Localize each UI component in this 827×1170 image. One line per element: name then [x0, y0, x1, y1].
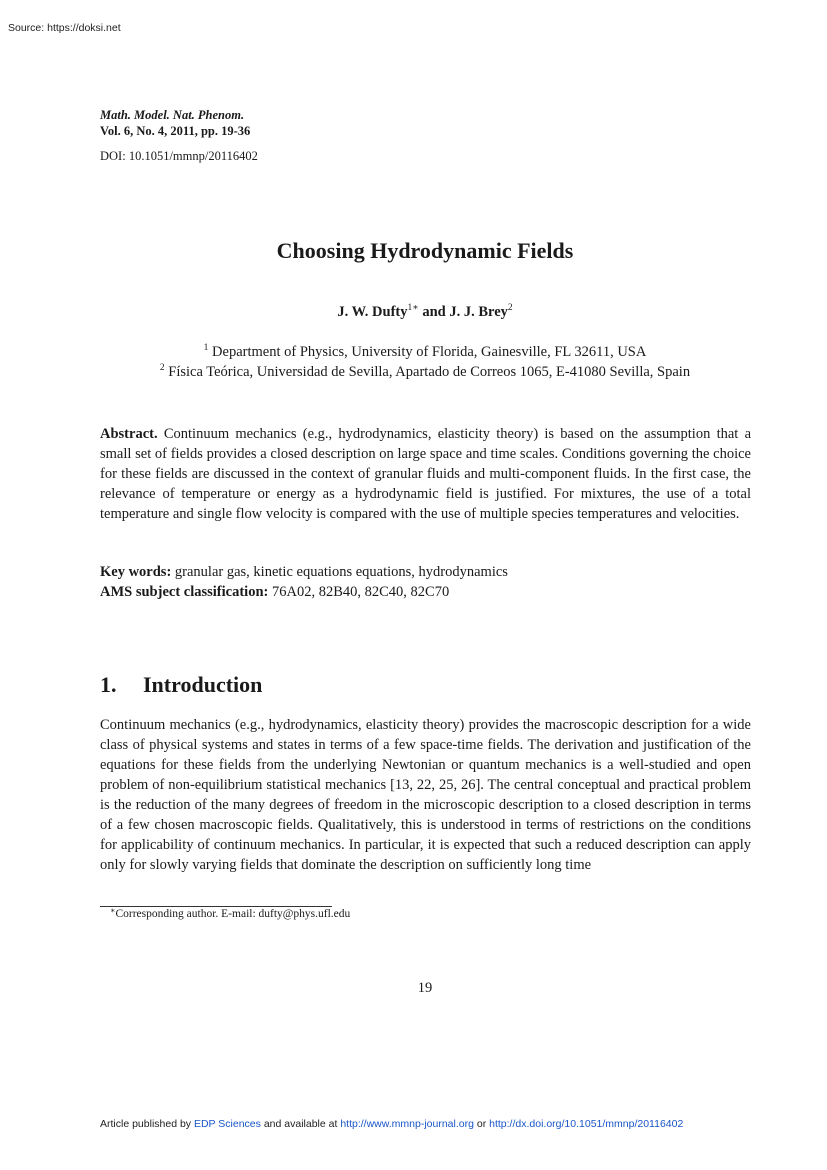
affiliation-1-marker: 1: [203, 343, 209, 353]
introduction-paragraph: Continuum mechanics (e.g., hydrodynamics, elasticity theory) provides the macroscopic description for a wide class of physical systems and states in terms of a few space-time fields. The derivation and justification of the equations for these fields from the underlying Newtonian or quantum mechanics is a well-studied and open problem of non-equilibrium statistical mechanics [13, 22, 25, 26]. The central conceptual and practical problem is the reduction of the many degrees of freedom in the microscopic description to a closed description in terms of a few chosen macroscopic fields. Qualitatively, this is understood in terms of restrictions on the conditions for applicability of continuum mechanics. In particular, it is expected that such a reduced description can apply only for slowly varying fields that dominate the description on sufficiently long time: [100, 717, 751, 873]
authors: [0, 304, 827, 321]
page-number: 19: [417, 980, 433, 996]
footnote-text: Corresponding author. E-mail: dufty@phys.ufl.edu: [115, 908, 351, 920]
journal-link[interactable]: http://www.mmnp-journal.org: [340, 1118, 474, 1130]
published-prefix: Article published by: [100, 1118, 194, 1130]
keywords: [100, 564, 508, 581]
footnote-marker: ∗: [110, 906, 116, 915]
affiliation-2-marker: 2: [159, 363, 165, 373]
section-number: 1.: [100, 672, 117, 697]
author-separator: and: [418, 304, 450, 320]
author-1: J. W. Dufty: [337, 304, 408, 320]
keywords-label: Key words:: [100, 564, 172, 580]
affiliation-2: [0, 364, 827, 381]
paper-title: Choosing Hydrodynamic Fields: [276, 238, 574, 263]
publisher-link[interactable]: EDP Sciences: [193, 1118, 261, 1130]
author-1-marker: 1∗: [407, 303, 419, 313]
published-or: or: [473, 1118, 490, 1130]
section-title: Introduction: [143, 672, 263, 697]
ams-classification: [100, 584, 449, 601]
keywords-text: granular gas, kinetic equations equations, hydrodynamics: [174, 564, 508, 580]
footnote-rule: [100, 906, 332, 907]
doi-link[interactable]: http://dx.doi.org/10.1051/mmnp/20116402: [489, 1118, 684, 1130]
author-2: J. J. Brey: [449, 304, 508, 320]
affiliation-2-text: Física Teórica, Universidad de Sevilla, Apartado de Correos 1065, E-41080 Sevilla, Spain: [168, 364, 691, 380]
journal-volume: Vol. 6, No. 4, 2011, pp. 19-36: [100, 124, 251, 138]
abstract-text: Continuum mechanics (e.g., hydrodynamics, elasticity theory) is based on the assumption that a small set of fields provides a closed description on large space and time scales. Conditions governing the choice for these fields are discussed in the context of granular fluids and multi-component fluids. In the first case, the relevance of temperature or energy as a hydrodynamic field is justified. For mixtures, the use of a total temperature and single flow velocity is compared with the use of multiple species temperatures and velocities.: [100, 426, 752, 522]
published-note: [100, 1118, 683, 1130]
author-2-marker: 2: [507, 303, 513, 313]
abstract: [100, 424, 751, 524]
source-label: Source: https://doksi.net: [8, 22, 121, 34]
ams-text: 76A02, 82B40, 82C40, 82C70: [271, 584, 450, 600]
abstract-label: Abstract.: [100, 426, 158, 442]
section-heading: [100, 672, 262, 698]
affiliation-1-text: Department of Physics, University of Florida, Gainesville, FL 32611, USA: [212, 344, 647, 360]
published-middle: and available at: [260, 1118, 341, 1130]
footnote: [110, 908, 350, 920]
affiliation-1: [0, 344, 827, 361]
ams-label: AMS subject classification:: [100, 584, 269, 600]
doi: DOI: 10.1051/mmnp/20116402: [100, 149, 258, 163]
journal-name: Math. Model. Nat. Phenom.: [100, 108, 245, 122]
